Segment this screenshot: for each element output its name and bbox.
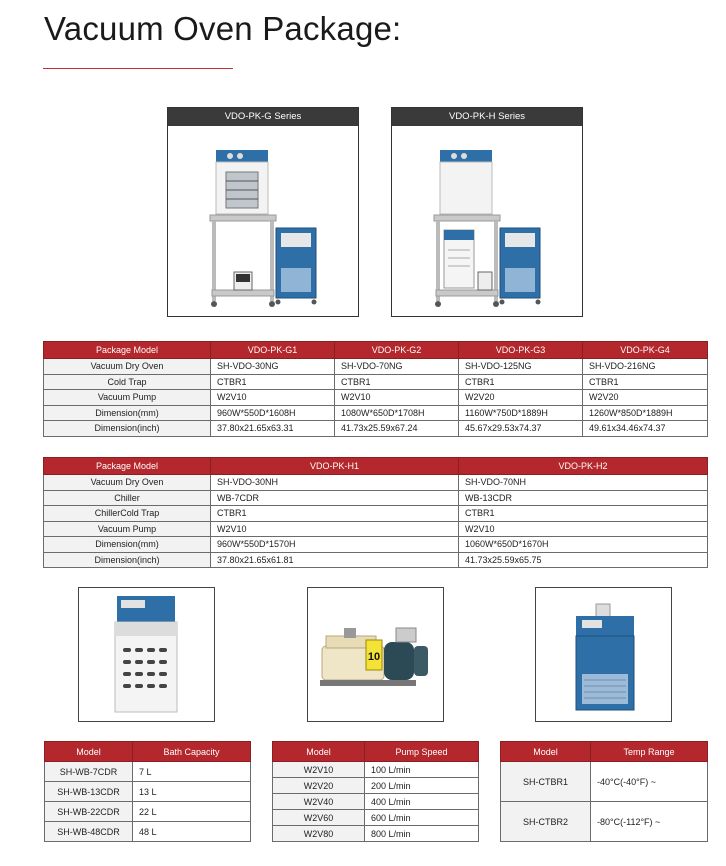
table-row	[44, 506, 708, 522]
series-card-h	[391, 107, 583, 317]
row-label: Vacuum Dry Oven	[44, 475, 211, 491]
table-cell: 49.61x34.46x74.37	[583, 421, 708, 437]
row-label: SH-CTBR2	[501, 802, 591, 842]
table-cell: SH-VDO-216NG	[583, 359, 708, 375]
table-row	[273, 794, 479, 810]
row-label: Dimension(inch)	[44, 421, 211, 437]
table-cell: WB-13CDR	[459, 490, 708, 506]
column-header: Package Model	[44, 458, 211, 475]
vacuum-pump-image	[308, 588, 444, 722]
table-row	[501, 762, 708, 802]
table-cell: CTBR1	[211, 374, 335, 390]
row-label: SH-WB-13CDR	[45, 782, 133, 802]
oven-cart-chiller-cold-trap-image	[392, 126, 582, 316]
table-cell: 960W*550D*1608H	[211, 405, 335, 421]
table-cell: SH-VDO-70NH	[459, 475, 708, 491]
title-underline	[43, 68, 233, 69]
cold-trap-image	[536, 588, 672, 722]
column-header: Package Model	[44, 342, 211, 359]
table-cell: 48 L	[133, 822, 251, 842]
table-row	[44, 552, 708, 568]
table-cell: 100 L/min	[365, 762, 479, 778]
column-header: Temp Range	[591, 742, 708, 762]
table-cell: 200 L/min	[365, 778, 479, 794]
table-row	[44, 521, 708, 537]
table-cell: CTBR1	[211, 506, 459, 522]
table-row	[44, 490, 708, 506]
table-row	[45, 822, 251, 842]
table-cell: CTBR1	[335, 374, 459, 390]
g-series-spec-table	[43, 341, 708, 437]
table-header-row	[44, 342, 708, 359]
pump-badge-text: 10	[367, 651, 381, 663]
table-cell: W2V10	[211, 390, 335, 406]
column-header: Model	[273, 742, 365, 762]
table-cell: CTBR1	[583, 374, 708, 390]
chiller-capacity-table	[44, 741, 251, 842]
table-row	[44, 374, 708, 390]
column-header: Model	[501, 742, 591, 762]
pump-speed-table	[272, 741, 479, 842]
table-cell: CTBR1	[459, 506, 708, 522]
series-card-h-header: VDO-PK-H Series	[392, 108, 582, 126]
table-header-row	[501, 742, 708, 762]
table-cell: 800 L/min	[365, 826, 479, 842]
table-cell: W2V10	[211, 521, 459, 537]
column-header: VDO-PK-G4	[583, 342, 708, 359]
table-row	[45, 782, 251, 802]
table-cell: 13 L	[133, 782, 251, 802]
cold-trap-temp-table	[500, 741, 708, 842]
oven-cart-cold-trap-image	[168, 126, 358, 316]
table-header-row	[273, 742, 479, 762]
row-label: Dimension(mm)	[44, 405, 211, 421]
column-header: Model	[45, 742, 133, 762]
row-label: W2V60	[273, 810, 365, 826]
table-cell: WB-7CDR	[211, 490, 459, 506]
table-cell: 45.67x29.53x74.37	[459, 421, 583, 437]
table-header-row	[44, 458, 708, 475]
table-row	[273, 810, 479, 826]
table-cell: 37.80x21.65x61.81	[211, 552, 459, 568]
table-row	[44, 405, 708, 421]
table-cell: 41.73x25.59x65.75	[459, 552, 708, 568]
series-card-g	[167, 107, 359, 317]
row-label: Dimension(inch)	[44, 552, 211, 568]
table-cell: W2V20	[459, 390, 583, 406]
table-cell: CTBR1	[459, 374, 583, 390]
row-label: SH-CTBR1	[501, 762, 591, 802]
table-row	[273, 762, 479, 778]
row-label: W2V80	[273, 826, 365, 842]
h-series-spec-table	[43, 457, 708, 568]
row-label: W2V20	[273, 778, 365, 794]
table-cell: W2V10	[459, 521, 708, 537]
row-label: W2V40	[273, 794, 365, 810]
table-cell: 22 L	[133, 802, 251, 822]
page-title: Vacuum Oven Package:	[44, 10, 402, 47]
table-row	[273, 826, 479, 842]
chiller-product-card	[78, 587, 215, 722]
column-header: VDO-PK-H1	[211, 458, 459, 475]
series-card-g-header: VDO-PK-G Series	[168, 108, 358, 126]
table-row	[44, 390, 708, 406]
table-cell: -80°C(-112°F) ~	[591, 802, 708, 842]
row-label: SH-WB-48CDR	[45, 822, 133, 842]
table-cell: W2V20	[583, 390, 708, 406]
table-header-row	[45, 742, 251, 762]
column-header: VDO-PK-G2	[335, 342, 459, 359]
column-header: Pump Speed	[365, 742, 479, 762]
row-label: SH-WB-22CDR	[45, 802, 133, 822]
row-label: Chiller	[44, 490, 211, 506]
column-header: Bath Capacity	[133, 742, 251, 762]
table-row	[45, 762, 251, 782]
table-cell: 400 L/min	[365, 794, 479, 810]
column-header: VDO-PK-G1	[211, 342, 335, 359]
table-cell: -40°C(-40°F) ~	[591, 762, 708, 802]
table-cell: SH-VDO-125NG	[459, 359, 583, 375]
chiller-image	[79, 588, 215, 722]
row-label: Vacuum Dry Oven	[44, 359, 211, 375]
table-row	[501, 802, 708, 842]
row-label: Cold Trap	[44, 374, 211, 390]
table-row	[44, 359, 708, 375]
column-header: VDO-PK-G3	[459, 342, 583, 359]
row-label: W2V10	[273, 762, 365, 778]
column-header: VDO-PK-H2	[459, 458, 708, 475]
table-cell: 600 L/min	[365, 810, 479, 826]
row-label: Dimension(mm)	[44, 537, 211, 553]
table-cell: 960W*550D*1570H	[211, 537, 459, 553]
table-row	[44, 421, 708, 437]
row-label: Vacuum Pump	[44, 390, 211, 406]
table-cell: 1260W*850D*1889H	[583, 405, 708, 421]
table-row	[44, 475, 708, 491]
row-label: ChillerCold Trap	[44, 506, 211, 522]
table-cell: 41.73x25.59x67.24	[335, 421, 459, 437]
table-cell: 1080W*650D*1708H	[335, 405, 459, 421]
cold-trap-product-card	[535, 587, 672, 722]
table-row	[273, 778, 479, 794]
table-cell: SH-VDO-30NH	[211, 475, 459, 491]
table-cell: SH-VDO-70NG	[335, 359, 459, 375]
vacuum-pump-product-card	[307, 587, 444, 722]
table-cell: W2V10	[335, 390, 459, 406]
row-label: SH-WB-7CDR	[45, 762, 133, 782]
table-cell: 37.80x21.65x63.31	[211, 421, 335, 437]
table-row	[45, 802, 251, 822]
table-row	[44, 537, 708, 553]
table-cell: 1160W*750D*1889H	[459, 405, 583, 421]
table-cell: 1060W*650D*1670H	[459, 537, 708, 553]
table-cell: SH-VDO-30NG	[211, 359, 335, 375]
table-cell: 7 L	[133, 762, 251, 782]
row-label: Vacuum Pump	[44, 521, 211, 537]
